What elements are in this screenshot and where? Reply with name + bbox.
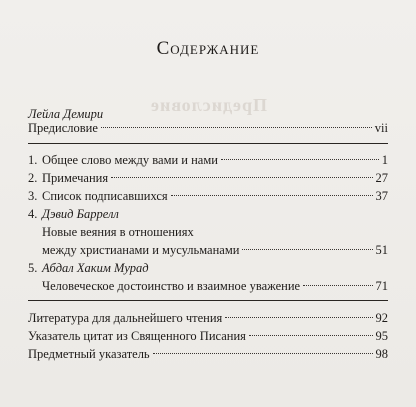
toc-entry-chapter-1[interactable] — [28, 150, 388, 170]
page-title: Содержание — [156, 38, 260, 59]
toc-entry-scripture-index[interactable] — [28, 326, 388, 346]
section-divider — [28, 300, 388, 301]
dot-leader — [171, 195, 373, 196]
author-name: Дэвид Баррелл — [42, 207, 119, 221]
dot-leader — [242, 249, 372, 250]
entry-page: 98 — [375, 347, 388, 361]
toc-entry-preface[interactable] — [28, 118, 388, 138]
entry-page: 95 — [375, 329, 388, 343]
dot-leader — [249, 335, 373, 336]
front-author-name: Лейла Демири — [28, 107, 104, 121]
entry-page: 1 — [381, 153, 388, 167]
dot-leader — [303, 285, 372, 286]
bleed-through-text: Предисловие — [150, 95, 267, 115]
chapter-4-author — [28, 204, 119, 224]
dot-leader — [153, 353, 373, 354]
dot-leader — [221, 159, 379, 160]
entry-number: 3. — [28, 189, 38, 203]
chapter-5-author — [28, 258, 149, 278]
entry-page: 51 — [375, 243, 388, 257]
toc-entry-subject-index[interactable] — [28, 344, 388, 364]
entry-label: Предисловие — [28, 121, 98, 135]
entry-page: vii — [374, 121, 388, 135]
entry-page: 37 — [375, 189, 388, 203]
section-divider — [28, 143, 388, 144]
toc-entry-chapter-2[interactable] — [28, 168, 388, 188]
toc-entry-chapter-3[interactable] — [28, 186, 388, 206]
author-name: Абдал Хаким Мурад — [42, 261, 149, 275]
chapter-4-title-line-1: Новые веяния в отношениях — [42, 225, 194, 239]
entry-label: Примечания — [42, 171, 109, 185]
toc-entry-chapter-5[interactable] — [42, 276, 388, 296]
dot-leader — [101, 127, 372, 128]
entry-page: 71 — [375, 279, 388, 293]
entry-label: Предметный указатель — [28, 347, 150, 361]
entry-page: 92 — [375, 311, 388, 325]
toc-entry-bibliography[interactable] — [28, 308, 388, 328]
entry-number: 4. — [28, 207, 38, 221]
toc-entry-chapter-4[interactable] — [42, 240, 388, 260]
entry-label: Литература для дальнейшего чтения — [28, 311, 223, 325]
entry-label: Список подписавшихся — [42, 189, 168, 203]
entry-label: Указатель цитат из Священного Писания — [28, 329, 246, 343]
entry-number: 1. — [28, 153, 38, 167]
dot-leader — [111, 177, 372, 178]
entry-label: Общее слово между вами и нами — [42, 153, 218, 167]
entry-label: между христианами и мусульманами — [42, 243, 240, 257]
entry-page: 27 — [375, 171, 388, 185]
entry-number: 5. — [28, 261, 38, 275]
entry-number: 2. — [28, 171, 38, 185]
dot-leader — [225, 317, 372, 318]
entry-label: Человеческое достоинство и взаимное уважение — [42, 279, 301, 293]
